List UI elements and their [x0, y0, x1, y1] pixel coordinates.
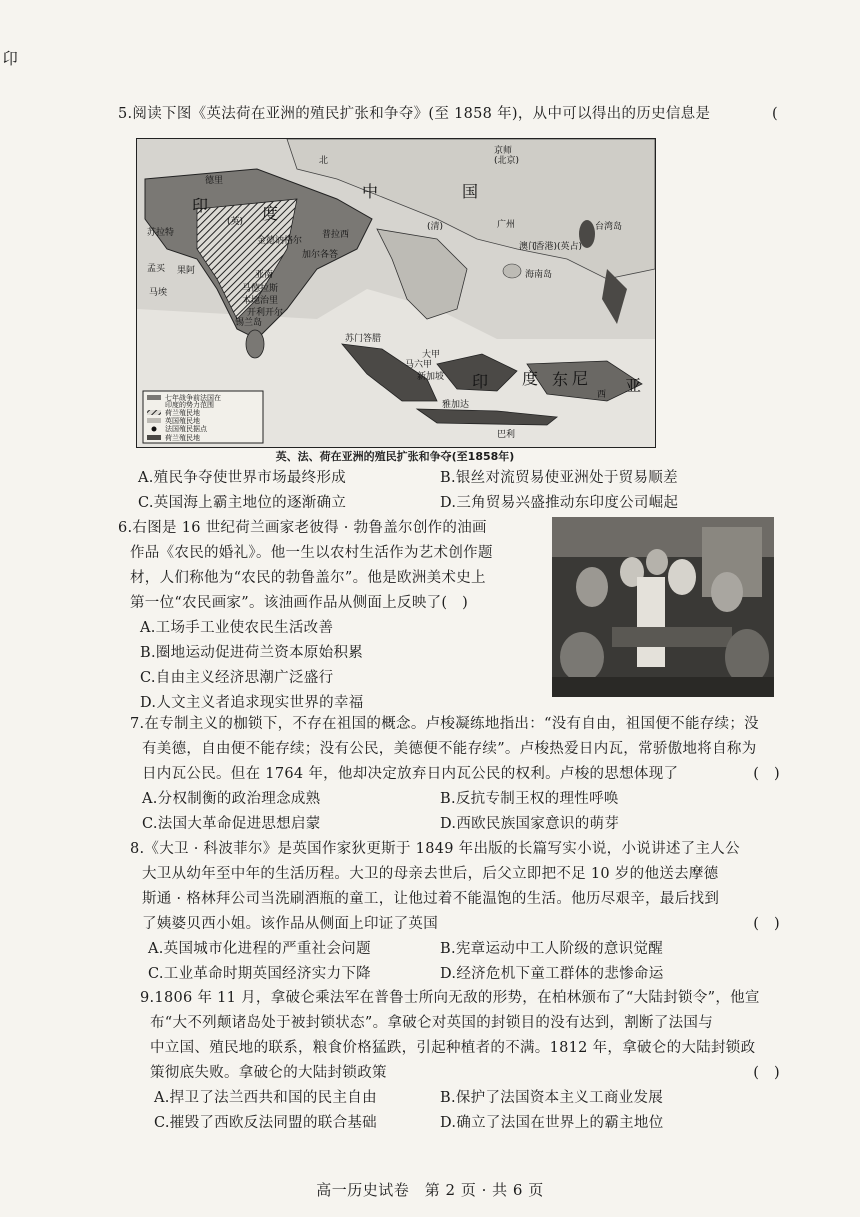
q8-option-b[interactable]: B.宪章运动中工人阶级的意识觉醒: [440, 941, 664, 957]
corner-mark: 卬: [2, 49, 19, 68]
map-label-madras: 马德拉斯: [242, 284, 279, 294]
colonial-map: [136, 138, 656, 448]
map-label-north: 北: [319, 156, 329, 166]
q6-line-1: 6.右图是 16 世纪荷兰画家老彼得 · 勃鲁盖尔创作的油画: [118, 520, 487, 536]
map-label-ying: (英): [227, 217, 244, 227]
q9-answer-paren: ( ): [753, 1065, 780, 1081]
map-label-goa: 果阿: [177, 266, 196, 276]
question-9: [140, 986, 780, 1136]
q8-line-4: 了姨婆贝西小姐。该作品从侧面上印证了英国: [142, 916, 438, 932]
q7-line-1: 7.在专制主义的枷锁下，不存在祖国的概念。卢梭凝练地指出：“没有自由，祖国便不能存续；没: [130, 716, 759, 732]
q6-option-b[interactable]: B.圈地运动促进荷兰资本原始积累: [140, 645, 364, 661]
legend-1: 七年战争前法国在: [165, 394, 221, 402]
map-label-sumatra: 苏门答腊: [345, 334, 382, 344]
map-label-karikal: 开利开尔: [247, 308, 284, 318]
q6-option-a[interactable]: A.工场手工业使农民生活改善: [140, 620, 334, 636]
q6-line-3: 材，人们称他为“农民的勃鲁盖尔”。他是欧洲美术史上: [130, 570, 486, 586]
answer-paren: (: [772, 106, 778, 122]
map-label-taiwan: 台湾岛: [595, 222, 623, 232]
map-label-hainan: 海南岛: [525, 270, 553, 280]
map-label-india-2: 度: [262, 204, 279, 223]
legend-3: 荷兰殖民地: [165, 409, 200, 417]
map-label-indonesia-1: 印: [472, 372, 489, 391]
q9-option-d[interactable]: D.确立了法国在世界上的霸主地位: [440, 1115, 664, 1131]
colonial-map-graphic: [137, 139, 655, 447]
legend-4: 英国殖民地: [165, 417, 200, 425]
map-label-indonesia-4: 西: [597, 390, 607, 400]
q9-line-1: 9.1806 年 11 月，拿破仑乘法军在普鲁士所向无敌的形势，在柏林颁布了“大陆封锁令”，他宣: [140, 990, 760, 1006]
map-label-batavia: 大甲: [422, 350, 441, 360]
question-8: [130, 837, 780, 987]
q5-option-d[interactable]: D.三角贸易兴盛推动东印度公司崛起: [440, 495, 679, 511]
q8-line-1: 8.《大卫 · 科波菲尔》是英国作家狄更斯于 1849 年出版的长篇写实小说，小说讲述了主人公: [130, 841, 740, 857]
q7-answer-paren: ( ): [753, 766, 780, 782]
q8-line-2: 大卫从幼年至中年的生活历程。大卫的母亲去世后，后父立即把不足 10 岁的他送去摩德: [142, 866, 719, 882]
legend-2: 印度的势力范围: [165, 401, 214, 409]
q9-line-2: 布“大不列颠诸岛处于被封锁状态”。拿破仑对英国的封锁目的没有达到，割断了法国与: [150, 1015, 714, 1031]
legend-5: 法国殖民据点: [165, 425, 207, 433]
map-label-india-1: 印: [192, 196, 209, 215]
map-label-indonesia-5: 亚: [625, 376, 642, 395]
map-label-indonesia-2: 度: [522, 369, 539, 388]
map-label-singapore: 新加坡: [417, 372, 445, 382]
question-5-options: [118, 466, 778, 516]
map-label-guangzhou: 广州: [497, 220, 516, 230]
q9-option-c[interactable]: C.摧毁了西欧反法同盟的联合基础: [154, 1115, 377, 1131]
q8-line-3: 斯通 · 格林拜公司当洗刷酒瓶的童工，让他过着不能温饱的生活。他历尽艰辛，最后找到: [142, 891, 720, 907]
q7-option-a[interactable]: A.分权制衡的政治理念成熟: [142, 791, 321, 807]
map-label-malacca: 马六甲: [405, 360, 433, 370]
map-label-jingshi: 京师: [494, 146, 513, 156]
q6-line-2: 作品《农民的婚礼》。他一生以农村生活作为艺术创作题: [130, 545, 493, 561]
q7-option-d[interactable]: D.西欧民族国家意识的萌芽: [440, 816, 620, 832]
q8-option-d[interactable]: D.经济危机下童工群体的悲惨命运: [440, 966, 664, 982]
map-caption: 英、法、荷在亚洲的殖民扩张和争夺(至1858年): [275, 450, 515, 463]
map-legend: [143, 391, 263, 443]
q9-line-4: 策彻底失败。拿破仑的大陆封锁政策: [150, 1065, 387, 1081]
map-label-bali: 巴利: [497, 430, 516, 440]
question-5: [118, 102, 778, 127]
map-label-hongkong: (香港)(英占): [532, 242, 583, 252]
map-label-yanan: 亚南: [255, 270, 274, 280]
q9-option-a[interactable]: A.捍卫了法兰西共和国的民主自由: [154, 1090, 377, 1106]
map-label-qing: (清): [427, 222, 444, 232]
peasant-wedding-painting: [552, 517, 774, 697]
q8-option-a[interactable]: A.英国城市化进程的严重社会问题: [148, 941, 371, 957]
q6-option-d[interactable]: D.人文主义者追求现实世界的幸福: [140, 695, 364, 711]
map-label-china-2: 国: [462, 182, 479, 201]
map-label-mahe: 马埃: [149, 288, 168, 298]
q6-option-c[interactable]: C.自由主义经济思潮广泛盛行: [140, 670, 334, 686]
map-label-chandannagar: 金德讷格尔: [257, 236, 303, 246]
q8-answer-paren: ( ): [753, 916, 780, 932]
map-label-ceylon: 锡兰岛: [235, 318, 263, 328]
q5-option-b[interactable]: B.银丝对流贸易使亚洲处于贸易顺差: [440, 470, 678, 486]
map-label-east: 东: [552, 370, 569, 389]
map-label-indonesia-3: 尼: [572, 369, 589, 388]
map-label-bombay: 孟买: [147, 264, 166, 274]
map-label-pondicherry: 本地治里: [242, 296, 279, 306]
map-label-plassey: 普拉西: [322, 230, 350, 240]
question-6: [118, 516, 548, 716]
q5-option-c[interactable]: C.英国海上霸主地位的逐渐确立: [138, 495, 347, 511]
q7-option-b[interactable]: B.反抗专制王权的理性呼唤: [440, 791, 619, 807]
question-7: [130, 712, 780, 837]
page-footer: 高一历史试卷 第 2 页 · 共 6 页: [316, 1181, 544, 1199]
map-label-surat: 苏拉特: [147, 228, 175, 238]
q8-option-c[interactable]: C.工业革命时期英国经济实力下降: [148, 966, 371, 982]
question-5-stem: 5.阅读下图《英法荷在亚洲的殖民扩张和争夺》(至 1858 年)，从中可以得出的历史信息是: [118, 106, 711, 122]
map-label-calcutta: 加尔各答: [302, 250, 339, 260]
painting-graphic: [552, 517, 774, 697]
map-label-macau: 澳门: [519, 242, 538, 252]
q7-line-2: 有美德，自由便不能存续；没有公民，美德便不能存续”。卢梭热爱日内瓦，常骄傲地将自称为: [142, 741, 757, 757]
map-label-jakarta: 雅加达: [442, 400, 470, 410]
q5-option-a[interactable]: A.殖民争夺使世界市场最终形成: [138, 470, 347, 486]
map-label-delhi: 德里: [205, 176, 224, 186]
q6-line-4: 第一位“农民画家”。该油画作品从侧面上反映了( ): [130, 595, 469, 611]
map-label-beijing: (北京): [494, 156, 520, 166]
q7-option-c[interactable]: C.法国大革命促进思想启蒙: [142, 816, 321, 832]
map-label-china-1: 中: [362, 182, 379, 201]
q7-line-3: 日内瓦公民。但在 1764 年，他却决定放弃日内瓦公民的权利。卢梭的思想体现了: [142, 766, 679, 782]
q9-option-b[interactable]: B.保护了法国资本主义工商业发展: [440, 1090, 664, 1106]
legend-6: 荷兰殖民地: [165, 434, 200, 442]
q9-line-3: 中立国、殖民地的联系，粮食价格猛跌，引起种植者的不满。1812 年，拿破仑的大陆封锁政: [150, 1040, 756, 1056]
